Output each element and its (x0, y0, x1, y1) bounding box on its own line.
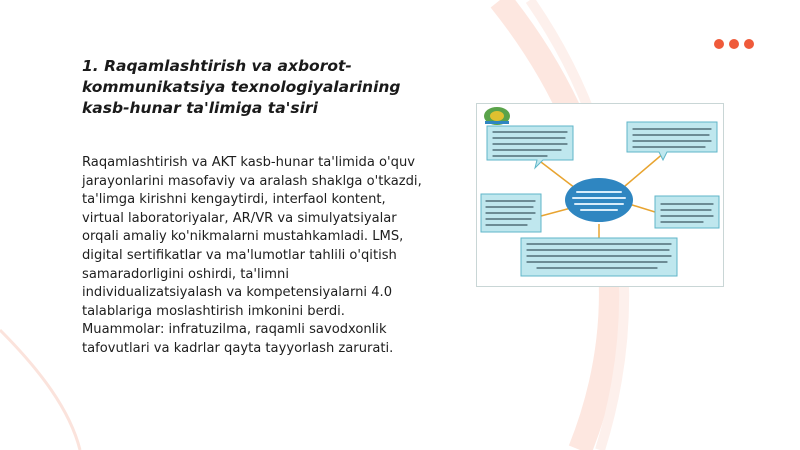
dot-3 (744, 39, 754, 49)
slide-body: Raqamlashtirish va AKT kasb-hunar ta'limida o'quv jarayonlarini masofaviy va aralash shaklga o'tkazdi, ta'limga kirishni kengaytirdi, interfaol kontent, virtual laboratoriyalar, AR/VR va simulyatsiyalar orqali amaliy ko'nikmalarni mustahkamladi. LMS, digital sertifikatlar va ma'lumotlar tahlili o'qitish samaradorligini oshirdi, ta'limni individualizatsiyalash va kompetensiyalarni 4.0 talablariga moslashtirish imkonini berdi. Muammolar: infratuzilma, raqamli savodxonlik tafovutlari va kadrlar qayta tayyorlash zarurati. (82, 155, 422, 356)
diagram-image (476, 103, 724, 287)
emblem-icon (484, 107, 510, 125)
slide-title: 1. Raqamlashtirish va axborot-kommunikatsiya texnologiyalarining kasb-hunar ta'limiga ta'siri (82, 57, 401, 117)
dot-1 (714, 39, 724, 49)
diagram-graphic (477, 104, 723, 286)
dot-2 (729, 39, 739, 49)
menu-dots-icon (714, 39, 754, 49)
